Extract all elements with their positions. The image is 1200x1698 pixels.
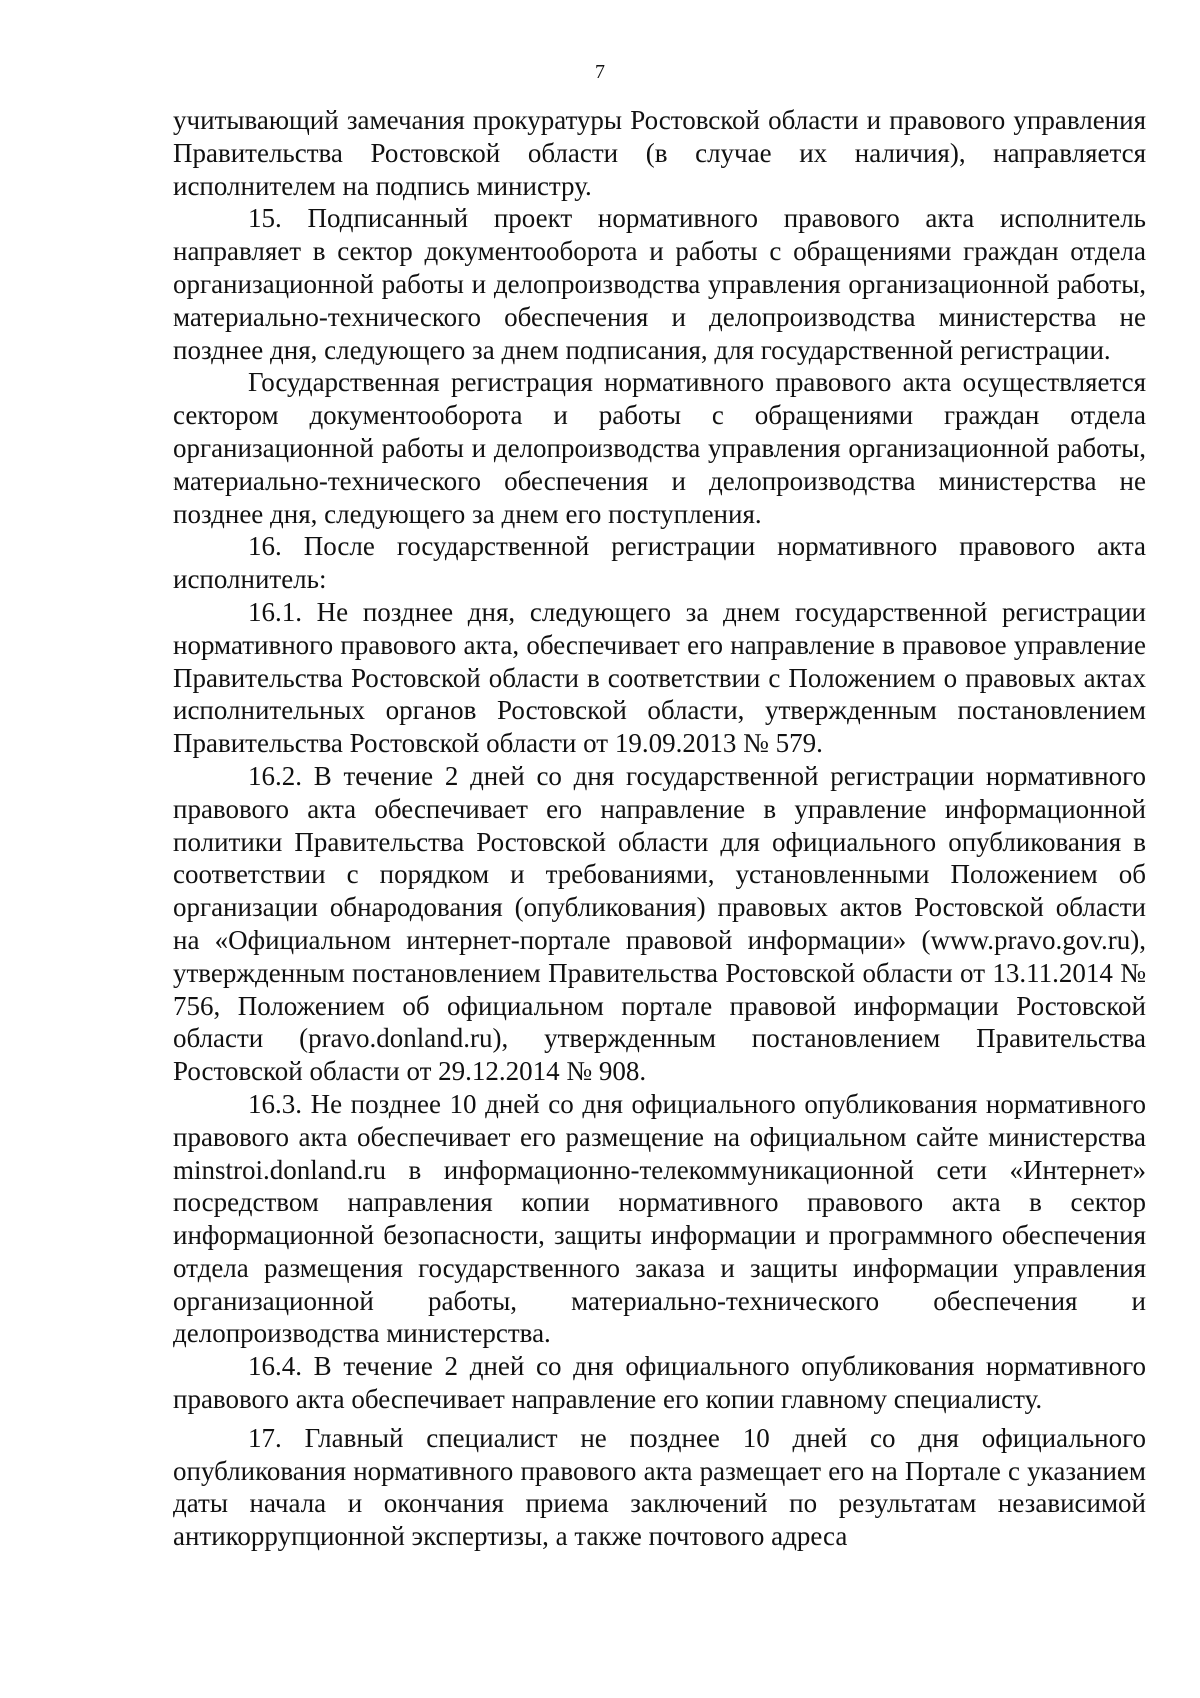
- document-body: [173, 104, 1146, 1553]
- paragraph-item-16-4: 16.4. В течение 2 дней со дня официального опубликования нормативного правового акта обеспечивает направление его копии главному специалисту.: [173, 1351, 1146, 1415]
- paragraph-state-registration: Государственная регистрация нормативного правового акта осуществляется сектором документооборота и работы с обращениями граждан отдела организационной работы и делопроизводства управления организационной работы, материально-технического обеспечения и делопроизводства министерства не позднее дня, следующего за днем его поступления.: [173, 367, 1146, 529]
- paragraph-item-16-3: 16.3. Не позднее 10 дней со дня официального опубликования нормативного правового акта обеспечивает его размещение на официальном сайте министерства minstroi.donland.ru в информационно-телекоммуникационной сети «Интернет» посредством направления копии нормативного правового акта в сектор информационной безопасности, защиты информации и программного обеспечения отдела размещения государственного заказа и защиты информации управления организационной работы, материально-технического обеспечения и делопроизводства министерства.: [173, 1088, 1146, 1349]
- paragraph-item-15: 15. Подписанный проект нормативного правового акта исполнитель направляет в сектор документооборота и работы с обращениями граждан отдела организационной работы и делопроизводства управления организационной работы, материально-технического обеспечения и делопроизводства министерства не позднее дня, следующего за днем подписания, для государственной регистрации.: [173, 203, 1146, 365]
- paragraph-item-16-2: 16.2. В течение 2 дней со дня государственной регистрации нормативного правового акта обеспечивает его направление в управление информационной политики Правительства Ростовской области для официального опубликования в соответствии с порядком и требованиями, установленными Положением об организации обнародования (опубликования) правовых актов Ростовской области на «Официальном интернет-портале правовой информации» (www.pravo.gov.ru), утвержденным постановлением Правительства Ростовской области от 13.11.2014 № 756, Положением об официальном портале правовой информации Ростовской области (pravo.donland.ru), утвержденным постановлением Правительства Ростовской области от 29.12.2014 № 908.: [173, 760, 1146, 1087]
- paragraph-item-16-1: 16.1. Не позднее дня, следующего за днем государственной регистрации нормативного правового акта, обеспечивает его направление в правовое управление Правительства Ростовской области в соответствии с Положением о правовых актах исполнительных органов Ростовской области, утвержденным постановлением Правительства Ростовской области от 19.09.2013 № 579.: [173, 596, 1146, 759]
- page-number: 7: [595, 61, 605, 83]
- paragraph-item-17: 17. Главный специалист не позднее 10 дней со дня официального опубликования нормативного правового акта размещает его на Портале с указанием даты начала и окончания приема заключений по результатам независимой антикоррупционной экспертизы, а также почтового адреса: [173, 1422, 1146, 1552]
- paragraph-item-16: 16. После государственной регистрации нормативного правового акта исполнитель:: [173, 531, 1146, 595]
- paragraph-continuation: учитывающий замечания прокуратуры Ростовской области и правового управления Правительства Ростовской области (в случае их наличия), направляется исполнителем на подпись министру.: [173, 105, 1146, 201]
